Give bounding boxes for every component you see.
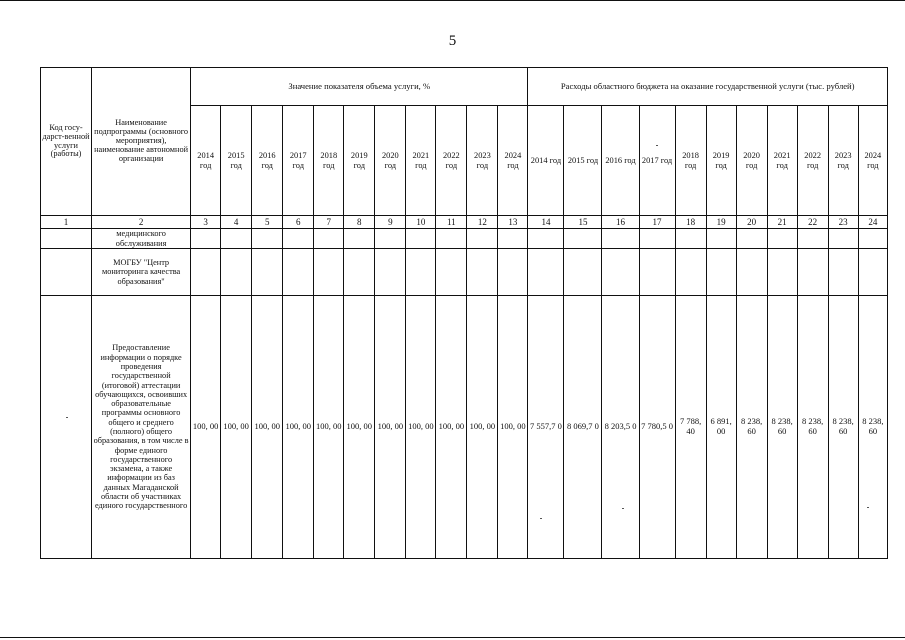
expense-value-cell: 7 557,7 0 [528, 296, 564, 559]
bottom-scan-line [0, 637, 905, 638]
header-expense-year: 2020 год [736, 106, 767, 216]
header-expense-year: 2023 год [828, 106, 858, 216]
column-number-cell: 2 [92, 216, 191, 229]
column-number-cell: 16 [602, 216, 639, 229]
column-number-cell: 14 [528, 216, 564, 229]
page-number: 5 [448, 33, 457, 49]
header-volume-year: 2018 год [314, 106, 344, 216]
scan-speck [622, 508, 624, 509]
volume-value-cell: 100, 00 [498, 296, 528, 559]
volume-value-cell: 100, 00 [406, 296, 436, 559]
budget-table [40, 67, 888, 559]
column-number-cell: 3 [191, 216, 221, 229]
row-service [41, 296, 888, 559]
column-number-cell: 7 [314, 216, 344, 229]
expense-value-cell: 8 203,5 0 [602, 296, 639, 559]
header-volume-year: 2021 год [406, 106, 436, 216]
code-cell [41, 296, 92, 559]
volume-value-cell: 100, 00 [283, 296, 314, 559]
volume-value-cell: 100, 00 [314, 296, 344, 559]
header-volume-year: 2023 год [467, 106, 498, 216]
column-number-cell: 6 [283, 216, 314, 229]
scan-speck [66, 417, 68, 418]
name-cell: Предоставление информации о порядке проведения государственной (итоговой) аттестации обучающихся, освоивших образовательные программы основного общего и среднего (полного) общего образования, в том числе в форме единого государственного экзамена, а также информации из баз данных Магаданской области об участниках единого государственного [92, 296, 191, 559]
expense-value-cell: 7 780,5 0 [639, 296, 675, 559]
column-number-cell: 24 [858, 216, 887, 229]
header-expense-year: 2015 год [564, 106, 602, 216]
column-number-cell: 15 [564, 216, 602, 229]
expense-value-cell: 8 238, 60 [828, 296, 858, 559]
volume-value-cell: 100, 00 [467, 296, 498, 559]
column-number-row [41, 216, 888, 229]
row-continuation [41, 229, 888, 249]
column-number-cell: 1 [41, 216, 92, 229]
code-cell [41, 249, 92, 296]
header-expense-year: 2018 год [675, 106, 706, 216]
expense-value-cell: 8 238, 60 [767, 296, 797, 559]
column-number-cell: 21 [767, 216, 797, 229]
code-cell [41, 229, 92, 249]
column-number-cell: 9 [375, 216, 406, 229]
column-number-cell: 17 [639, 216, 675, 229]
header-volume-year: 2014 год [191, 106, 221, 216]
column-number-cell: 18 [675, 216, 706, 229]
column-number-cell: 12 [467, 216, 498, 229]
column-number-cell: 13 [498, 216, 528, 229]
volume-value-cell: 100, 00 [375, 296, 406, 559]
header-volume-year: 2020 год [375, 106, 406, 216]
column-number-cell: 8 [344, 216, 375, 229]
header-volume-group: Значение показателя объема услуги, % [191, 68, 528, 106]
column-number-cell: 23 [828, 216, 858, 229]
scan-speck [656, 145, 658, 146]
expense-value-cell: 8 238, 60 [858, 296, 887, 559]
header-expense-group: Расходы областного бюджета на оказание государственной услуги (тыс. рублей) [528, 68, 888, 106]
volume-value-cell: 100, 00 [191, 296, 221, 559]
header-code: Код госу-дарст-венной услуги (работы) [41, 68, 92, 216]
column-number-cell: 5 [252, 216, 283, 229]
header-volume-year: 2017 год [283, 106, 314, 216]
header-volume-year: 2016 год [252, 106, 283, 216]
column-number-cell: 19 [706, 216, 736, 229]
scan-speck [540, 518, 542, 519]
header-volume-year: 2024 год [498, 106, 528, 216]
volume-value-cell: 100, 00 [221, 296, 252, 559]
header-expense-year: 2017 год [639, 106, 675, 216]
name-cell: медицинского обслуживания [92, 229, 191, 249]
column-number-cell: 22 [797, 216, 828, 229]
row-organization [41, 249, 888, 296]
expense-value-cell: 8 238, 60 [736, 296, 767, 559]
column-number-cell: 20 [736, 216, 767, 229]
column-number-cell: 4 [221, 216, 252, 229]
name-cell: МОГБУ "Центр мониторинга качества образования" [92, 249, 191, 296]
volume-value-cell: 100, 00 [252, 296, 283, 559]
expense-value-cell: 8 069,7 0 [564, 296, 602, 559]
volume-value-cell: 100, 00 [344, 296, 375, 559]
column-number-cell: 10 [406, 216, 436, 229]
header-expense-year: 2019 год [706, 106, 736, 216]
header-volume-year: 2019 год [344, 106, 375, 216]
header-expense-year: 2024 год [858, 106, 887, 216]
column-number-cell: 11 [436, 216, 467, 229]
expense-value-cell: 6 891, 00 [706, 296, 736, 559]
header-expense-year: 2022 год [797, 106, 828, 216]
top-scan-line [0, 0, 905, 1]
scan-speck [867, 507, 869, 508]
header-expense-year: 2014 год [528, 106, 564, 216]
header-name: Наименование подпрограммы (основного мероприятия), наименование автономной организации [92, 68, 191, 216]
header-expense-year: 2016 год [602, 106, 639, 216]
header-expense-year: 2021 год [767, 106, 797, 216]
header-volume-year: 2022 год [436, 106, 467, 216]
expense-value-cell: 8 238, 60 [797, 296, 828, 559]
header-volume-year: 2015 год [221, 106, 252, 216]
volume-value-cell: 100, 00 [436, 296, 467, 559]
expense-value-cell: 7 788, 40 [675, 296, 706, 559]
